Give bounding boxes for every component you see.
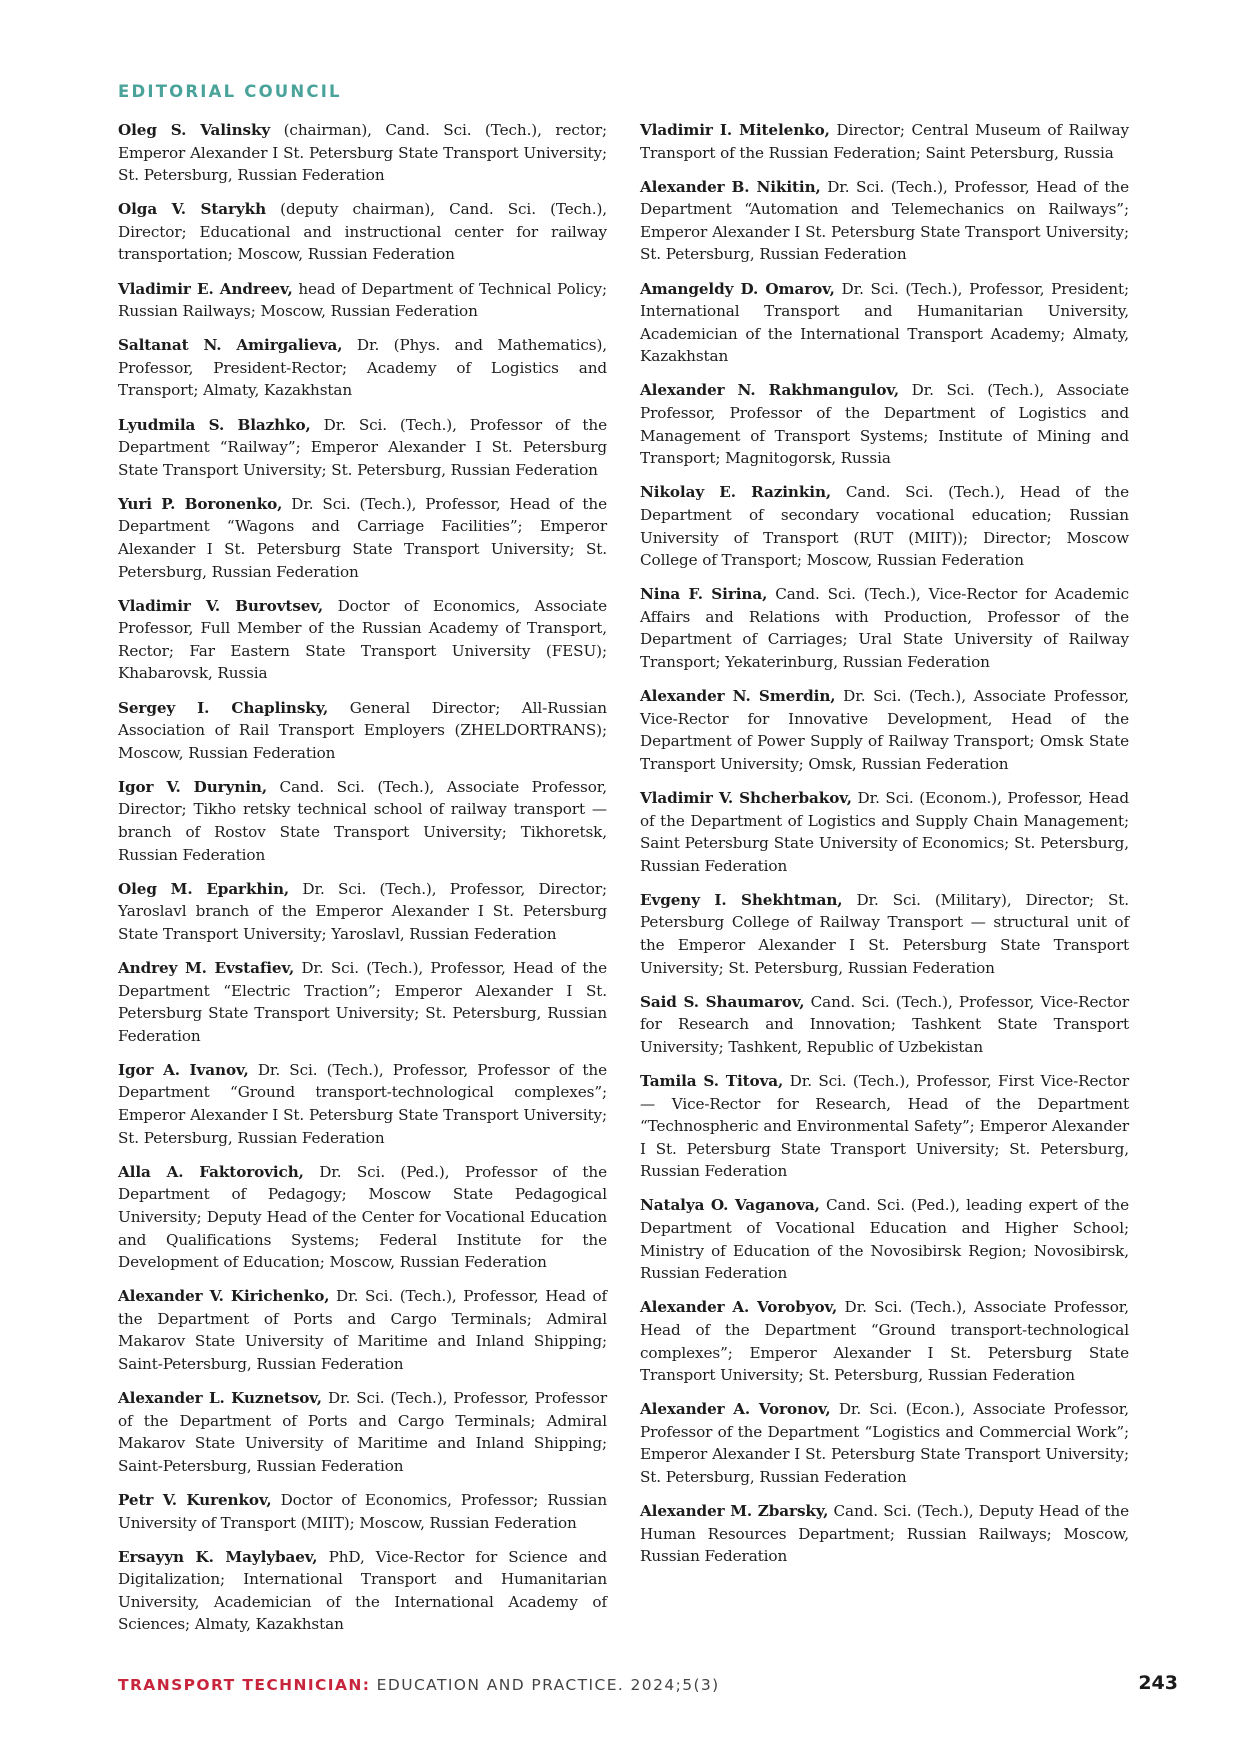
- member-name: Oleg S. Valinsky: [118, 121, 271, 139]
- member-details: Dr. Sci. (Tech.), Associate Professor, Professor of the Department of Logistics and Management of Transport Systems; Institute of Mining and Transport; Magnitogorsk, Russia: [640, 381, 1130, 468]
- member-details: PhD, Vice-Rector for Science and Digitalization; International Transport and Humanitarian University, Academician of the International Academy of Sciences; Almaty, Kazakhstan: [118, 1547, 607, 1634]
- council-member-entry: [118, 1285, 607, 1375]
- council-member-entry: [640, 685, 1129, 775]
- council-member-entry: [640, 1500, 1129, 1568]
- member-details: Dr. (Phys. and Mathematics), Professor, President-Rector; Academy of Logistics and Transport; Almaty, Kazakhstan: [118, 336, 607, 400]
- journal-issue: 2024;5(3): [624, 1676, 720, 1694]
- member-name: Alexander A. Vorobyov,: [640, 1298, 838, 1317]
- council-member-entry: [640, 889, 1129, 979]
- member-details: Director; Central Museum of Railway Transport of the Russian Federation; Saint Petersburg, Russia: [640, 121, 1129, 162]
- member-name: Alexander L. Kuznetsov,: [118, 1389, 322, 1408]
- council-member-entry: [640, 1194, 1129, 1284]
- member-name: Vladimir V. Shcherbakov,: [640, 788, 852, 807]
- council-member-entry: [118, 198, 607, 266]
- member-name: Lyudmila S. Blazhko,: [118, 415, 311, 434]
- member-details: Dr. Sci. (Econom.), Professor, Head of the Department of Logistics and Supply Chain Management; Saint Petersburg State University of Economics; St. Petersburg, Russian Federation: [640, 788, 1129, 875]
- member-details: Dr. Sci. (Tech.), Professor, Professor of the Department “Ground transport-technological complexes”; Emperor Alexander I St. Petersburg State Transport University; St. Petersburg, Russian Federation: [118, 1060, 607, 1147]
- member-details: head of Department of Technical Policy; Russian Railways; Moscow, Russian Federation: [118, 279, 607, 321]
- member-name: Nina F. Sirina,: [640, 585, 768, 604]
- member-name: Ersayyn K. Maylybaev,: [118, 1547, 318, 1566]
- council-member-entry: [118, 957, 607, 1047]
- right-column: [640, 119, 1129, 1579]
- member-name: Alexander N. Smerdin,: [640, 687, 836, 706]
- member-name: Saltanat N. Amirgalieva,: [118, 336, 343, 355]
- member-name: Amangeldy D. Omarov,: [640, 279, 835, 298]
- council-member-entry: [640, 1398, 1129, 1488]
- member-details: (deputy chairman), Cand. Sci. (Tech.), Director; Educational and instructional center for railway transportation; Moscow, Russian Federation: [118, 200, 608, 264]
- council-member-entry: [118, 414, 607, 482]
- council-member-entry: [118, 1546, 607, 1636]
- member-name: Andrey M. Evstafiev,: [118, 959, 295, 977]
- council-member-entry: [118, 878, 607, 946]
- council-member-entry: [118, 1161, 607, 1274]
- council-member-entry: [118, 119, 607, 187]
- member-name: Alexander M. Zbarsky,: [640, 1502, 829, 1521]
- council-member-entry: [118, 595, 607, 685]
- council-member-entry: [640, 481, 1129, 571]
- member-details: Dr. Sci. (Tech.), Professor, Professor of the Department of Ports and Cargo Terminals; Admiral Makarov State University of Maritime and Inland Shipping; Saint-Petersburg, Russian Federation: [118, 1389, 607, 1475]
- council-member-entry: [118, 776, 607, 866]
- member-details: Dr. Sci. (Tech.), Professor of the Department “Railway”; Emperor Alexander I St. Petersburg State Transport University; St. Petersburg, Russian Federation: [118, 415, 607, 479]
- journal-title: TRANSPORT TECHNICIAN:: [118, 1676, 371, 1694]
- member-name: Tamila S. Titova,: [640, 1071, 784, 1090]
- member-name: Olga V. Starykh: [118, 200, 267, 219]
- council-member-entry: [118, 278, 607, 323]
- council-member-entry: [640, 991, 1129, 1059]
- member-details: Dr. Sci. (Tech.), Associate Professor, Head of the Department “Ground transport-technological complexes”; Emperor Alexander I St. Petersburg State Transport University; St. Petersburg, Russian Federation: [640, 1298, 1129, 1385]
- member-name: Alexander B. Nikitin,: [640, 177, 821, 196]
- member-name: Vladimir I. Mitelenko,: [640, 121, 830, 139]
- member-details: Dr. Sci. (Tech.), Professor, Head of the Department “Automation and Telemechanics on Railways”; Emperor Alexander I St. Petersburg State Transport University; St. Petersburg, Russian Federation: [640, 177, 1129, 264]
- member-name: Vladimir V. Burovtsev,: [118, 596, 324, 615]
- member-details: Dr. Sci. (Tech.), Professor, Head of the Department “Electric Traction”; Emperor Alexander I St. Petersburg State Transport University; St. Petersburg, Russian Federation: [118, 959, 607, 1045]
- council-member-entry: [118, 493, 607, 583]
- member-name: Evgeny I. Shekhtman,: [640, 890, 843, 909]
- council-member-entry: [640, 278, 1129, 368]
- member-details: Dr. Sci. (Tech.), Professor, Head of the Department “Wagons and Carriage Facilities”; Emperor Alexander I St. Petersburg State Transport University; St. Petersburg, Russian Federation: [118, 494, 607, 581]
- member-name: Vladimir E. Andreev,: [118, 279, 293, 298]
- member-name: Yuri P. Boronenko,: [118, 494, 283, 513]
- council-member-entry: [640, 1070, 1129, 1183]
- member-details: Dr. Sci. (Tech.), Professor, Head of the Department of Ports and Cargo Terminals; Admiral Makarov State University of Maritime and Inland Shipping; Saint-Petersburg, Russian Federation: [118, 1287, 608, 1373]
- left-column: [118, 119, 607, 1648]
- member-details: Cand. Sci. (Tech.), Vice-Rector for Academic Affairs and Relations with Production, Professor of the Department of Carriages; Ural State University of Railway Transport; Yekaterinburg, Russian Federation: [640, 585, 1129, 671]
- member-details: Cand. Sci. (Tech.), Deputy Head of the Human Resources Department; Russian Railways; Moscow, Russian Federation: [640, 1502, 1129, 1566]
- running-footer: [118, 1676, 720, 1694]
- member-details: Dr. Sci. (Tech.), Professor, President; International Transport and Humanitarian University, Academician of the International Transport Academy; Almaty, Kazakhstan: [640, 279, 1129, 366]
- page-number: 243: [1138, 1672, 1178, 1694]
- member-details: Cand. Sci. (Ped.), leading expert of the Department of Vocational Education and Higher School; Ministry of Education of the Novosibirsk Region; Novosibirsk, Russian Federation: [640, 1196, 1130, 1283]
- council-member-entry: [640, 176, 1129, 266]
- member-details: Dr. Sci. (Econ.), Associate Professor, Professor of the Department “Logistics and Commercial Work”; Emperor Alexander I St. Petersburg State Transport University; St. Petersburg, Russian Federation: [640, 1400, 1129, 1486]
- member-details: Doctor of Economics, Professor; Russian University of Transport (MIIT); Moscow, Russian Federation: [118, 1490, 607, 1532]
- member-name: Petr V. Kurenkov,: [118, 1490, 272, 1509]
- member-details: Dr. Sci. (Tech.), Professor, Director; Yaroslavl branch of the Emperor Alexander I St. Petersburg State Transport University; Yaroslavl, Russian Federation: [118, 879, 607, 943]
- member-details: Dr. Sci. (Tech.), Associate Professor, Vice-Rector for Innovative Development, Head of the Department of Power Supply of Railway Transport; Omsk State Transport University; Omsk, Russian Federation: [640, 687, 1130, 773]
- member-name: Igor A. Ivanov,: [118, 1060, 249, 1079]
- council-member-entry: [118, 334, 607, 402]
- member-name: Natalya O. Vaganova,: [640, 1196, 820, 1215]
- member-name: Alla A. Faktorovich,: [118, 1162, 304, 1181]
- member-name: Alexander V. Kirichenko,: [118, 1287, 330, 1306]
- council-member-entry: [640, 1296, 1129, 1386]
- council-member-entry: [640, 787, 1129, 877]
- council-member-entry: [118, 1489, 607, 1534]
- member-details: (chairman), Cand. Sci. (Tech.), rector; Emperor Alexander I St. Petersburg State Transport University; St. Petersburg, Russian Federation: [118, 121, 607, 185]
- member-details: Cand. Sci. (Tech.), Head of the Department of secondary vocational education; Russian University of Transport (RUT (MIIT)); Director; Moscow College of Transport; Moscow, Russian Federation: [640, 483, 1129, 570]
- member-name: Oleg M. Eparkhin,: [118, 879, 290, 898]
- member-details: General Director; All-Russian Association of Rail Transport Employers (ZHELDORTRANS); Moscow, Russian Federation: [118, 698, 607, 762]
- council-member-entry: [640, 379, 1129, 469]
- member-details: Dr. Sci. (Tech.), Professor, First Vice-Rector — Vice-Rector for Research, Head of the Department “Technospheric and Environmental Safety”; Emperor Alexander I St. Petersburg State Transport University; St. Petersburg, Russian Federation: [640, 1071, 1129, 1181]
- council-member-entry: [118, 697, 607, 765]
- member-details: Dr. Sci. (Ped.), Professor of the Department of Pedagogy; Moscow State Pedagogical University; Deputy Head of the Center for Vocational Education and Qualifications Systems; Federal Institute for the Development of Education; Moscow, Russian Federation: [118, 1162, 607, 1272]
- council-member-entry: [640, 119, 1129, 164]
- council-member-entry: [640, 583, 1129, 673]
- member-name: Said S. Shaumarov,: [640, 992, 805, 1011]
- member-details: Dr. Sci. (Military), Director; St. Petersburg College of Railway Transport — structural unit of the Emperor Alexander I St. Petersburg State Transport University; St. Petersburg, Russian Federation: [640, 890, 1130, 977]
- council-member-entry: [118, 1059, 607, 1149]
- member-details: Doctor of Economics, Associate Professor, Full Member of the Russian Academy of Transport, Rector; Far Eastern State Transport University (FESU); Khabarovsk, Russia: [118, 596, 607, 683]
- member-name: Nikolay E. Razinkin,: [640, 483, 832, 502]
- member-name: Sergey I. Chaplinsky,: [118, 698, 329, 717]
- section-heading: EDITORIAL COUNCIL: [118, 82, 342, 101]
- member-name: Alexander A. Voronov,: [640, 1400, 831, 1419]
- member-details: Cand. Sci. (Tech.), Professor, Vice-Rector for Research and Innovation; Tashkent State Transport University; Tashkent, Republic of Uzbekistan: [640, 992, 1130, 1056]
- council-member-entry: [118, 1387, 607, 1477]
- journal-subtitle: EDUCATION AND PRACTICE.: [370, 1676, 625, 1694]
- member-details: Cand. Sci. (Tech.), Associate Professor, Director; Tikho retsky technical school of railway transport — branch of Rostov State Transport University; Tikhoretsk, Russian Federation: [118, 777, 607, 864]
- member-name: Igor V. Durynin,: [118, 777, 268, 796]
- member-name: Alexander N. Rakhmangulov,: [640, 381, 900, 400]
